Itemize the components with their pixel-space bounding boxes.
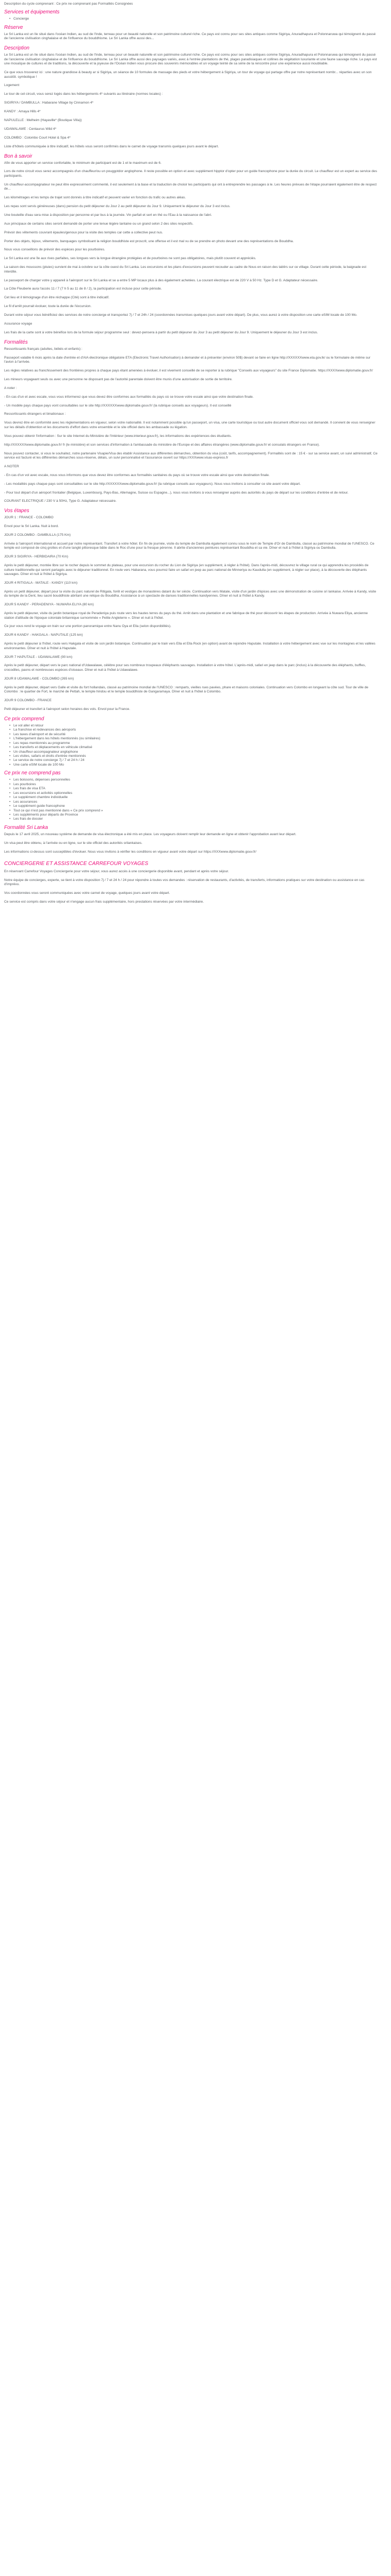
- paragraph: Envol pour le Sri Lanka. Nuit à bord.: [4, 524, 59, 529]
- list-item: • Les excursions et activités optionnelles: [13, 791, 379, 795]
- paragraph: Le Sri Lanka est un Ile situé dans l'océan Indien, au sud de l'Inde, terreau pour un beauté naturelle et son patrimoine culturel riche. Ce pays est connu pour ses sites antiques comme Sigiriya, Anuradhapura et Polonnaruwa qui témoignent du passé de l'ancienne civilisation cinghalaise et de l'influence du bouddhisme. Le Sri Lanka offre aussi des...: [4, 32, 376, 41]
- paragraph: Ressortissants étrangers et binationaux :: [4, 412, 66, 416]
- paragraph: Après le petit déjeuner, montée libre sur le rocher depuis le sommet du plateau, pour une excursion du rocher du Lion de Sigiriya (en supplément, à régler à l'hôtel). Dans l'après-midi, découvrez le village rural ce qui apprendra les procédés de culture traditionnelle qui seront partagés avec le déjeuner traditionnel. En route vers Habarana, vous pourrez faire un safari en jeep au parc national de Minneriya ou Kaudulla (en supplément, à régler sur place), à la découverte des éléphants sauvages. Dîner et nuit à l'hôtel à Sigiriya.: [4, 564, 369, 577]
- paragraph: Prévoir des vêtements couvrant épaules/genoux pour la visite des temples car cette a collective peut nus.: [4, 230, 163, 234]
- paragraph: Le fil d'arrêt pourrait évoluer, toute la durée de l'éxcursion.: [4, 304, 92, 309]
- paragraph: Les kilométrages et les temps de trajet sont donnés à titre indicatif et peuvent varier en fonction du trafic ou autres aléas.: [4, 196, 186, 200]
- paragraph: JOUR 2 COLOMBO - DAMBULLA (175 Km): [4, 533, 71, 537]
- list-item: • Tout ce qui n'est pas mentionné dans « Ce prix comprend »: [13, 809, 379, 813]
- paragraph: UDAWALAWE : Centaurus Wild 4*: [4, 127, 57, 131]
- paragraph: Les frais de la carte sont à votre bénéfice lors de la formule séjour programme seul : devez-pensera à partir du petit déjeuner du Jour 3 au petit déjeuner du Jour 9. Uniquement le déjeuner du Jour 3 est inclus.: [4, 330, 318, 334]
- paragraph: KANDY : Amaya Hills 4*: [4, 110, 41, 114]
- paragraph: A NOTER: [4, 464, 19, 468]
- paragraph: Petit déjeuner et transfert à l'aéroport selon horaires des vols. Envol pour la France.: [4, 707, 131, 711]
- paragraph: JOUR 6 KANDY - HAKGALA - NAPUTALE (125 km): [4, 633, 83, 637]
- paragraph: Ce service est compris dans votre séjour et n'engage aucun frais supplémentaire, hors prestations réservées par votre intermédiaire.: [4, 900, 204, 904]
- paragraph: En réservant Carrefour Voyages Conciergerie pour votre séjour, vous aurez accès à une conciergerie disponible avant, pendant et après votre séjour.: [4, 870, 229, 874]
- paragraph: Nous pouvez contacter, si vous le souhaitez, notre partenaire Visapie/Visa des établir Assistance aux différentes démarches, obtention du visa (coût, tarifs, accompagnement). Formalités sont de : 15 € - sur sa service avant, un suivi administratif, Ce service est facturé et les différentes démarches sous-réserve, délais, un suivi personnalisé et l'assurance ouvert sur https://XXXwww.visas-express.fr: [4, 451, 378, 460]
- section-title-summary: Réserve: [4, 24, 23, 30]
- paragraph: Le Sri Lanka est une île aux rives parfaites, ses longues vers la longue étrangère protégées et de pourboires ne sont pas obligatoires, mais plutôt couvent et appréciés.: [4, 257, 256, 261]
- paragraph: JOUR 4 RITIGALA - MATALE - KANDY (110 km): [4, 581, 78, 585]
- paragraph: Passeport valable 6 mois après la date d'entrée et d'AIA électronique obligatoire ETA (Electronic Travel Authorisation) à demander et à présenter (environ 50$) devant se faire en ligne http://XXXXXXwww.eta.gov.lk/ ou le formulaire de même sur l'avion à l'arrivée.: [4, 355, 371, 364]
- paragraph: Un visa peut être obtenu, à l'arrivée ou en ligne, sur le site officiel des autorités srilankaises.: [4, 841, 142, 845]
- paragraph: A noter :: [4, 386, 17, 390]
- paragraph: Les repas sont servis généreuses (dans) pension du petit déjeuner du Jour 2 au petit déjeuner du Jour 9. Uniquement le déjeuner du Jour 3 est inclus.: [4, 204, 231, 208]
- paragraph: Notre équipe de concierges, experte, se tient à votre disposition 7j / 7 et 24 h / 24 pour répondre à toutes vos demandes : réservation de restaurants, d'activités, de transferts, informations pratiques sur votre destination ou assistance en cas d'imprévu.: [4, 878, 365, 887]
- list-item: • Concierge: [13, 17, 379, 21]
- section-title: Bon à savoir: [4, 153, 32, 159]
- paragraph: Après le petit déjeuner, départ vers le parc national d'Udawalawe, célèbre pour ses nombreux troupeaux d'éléphants sauvages. Installation à votre hôtel. L'après-midi, safari en jeep dans le parc (inclus) à la découverte des éléphants, buffles, crocodiles, paons et nombreuses espèces d'oiseaux. Dîner et nuit à l'hôtel à Udawalawe.: [4, 664, 366, 672]
- section-title: Ce prix ne comprend pas: [4, 770, 61, 776]
- section-title: Formalité Sri Lanka: [4, 824, 48, 831]
- list-item: • Le vol aller et retour: [13, 724, 379, 728]
- list-item: • Les suppléments pour départs de Province: [13, 813, 379, 817]
- paragraph: COURANT ELECTRIQUE / 230 V à 50Hz, Type G. Adaptateur nécessaire.: [4, 499, 117, 503]
- list-item: • Le supplément guide francophone: [13, 804, 379, 808]
- paragraph: Les informations ci-dessus sont susceptibles d'évoluer. Nous vous invitons à vérifier les conditions en vigueur avant votre départ sur https://XXXwww.diplomatie.gouv.fr/: [4, 850, 256, 854]
- paragraph: Les mineurs voyageant seuls ou avec une personne ne disposant pas de l'autorité parentale doivent être munis d'une autorisation de sortie de territoire.: [4, 377, 233, 381]
- paragraph: Cet lieu et il témoignage d'un être réchappe (Cité) sont à titre indicatif.: [4, 296, 109, 300]
- section-title: Formalités: [4, 339, 28, 345]
- paragraph: Vous pouvez obtenir l'information : Sur le site Internet du Ministère de l'Intérieur (www.interieur.gouv.fr), les informations des expériences des étudiants.: [4, 434, 232, 438]
- list-item: • Les transferts et déplacements en véhicule climatisé: [13, 745, 379, 750]
- list-item: • L'hébergement dans les hôtels mentionnés (ou similaires): [13, 737, 379, 741]
- paragraph: Le passeport de charger votre y appareil à l'aéroport sur le Sri Lanka et se a entre 5 MP locaux plus à des également achetées. La courant électrique est de 220 V à 50 Hz. Type D et G. Adaptateur nécessaire.: [4, 278, 318, 282]
- section-title-services: Services et équipements: [4, 9, 60, 15]
- sections-container: [4, 45, 379, 854]
- paragraph: Les règles relatives au franchissement des frontières propres à chaque pays étant amenées à évoluer, il est vivement conseillé de se reporter à la rubrique "Conseils aux voyageurs" du site France Diplomatie. https://XXXXwww.diplomatie.gouv.fr/: [4, 369, 373, 373]
- paragraph: Vous devrez être en conformité avec les règlementations en vigueur, selon votre nationalité. Il est notamment possible qu'un passeport, un visa, une carte touristique ou tout autre document officiel vous soit demandé. Il convient de vous renseigner sur les détails d'obtention et les documents d'effort dans votre ensemble et le site officiel dans les ambassade ou légation.: [4, 421, 376, 429]
- list-item: • Les visites, safaris et droits d'entrée mentionnés: [13, 754, 379, 758]
- paragraph: - Pour tout départ d'un aéroport frontalier (Belgique, Luxembourg, Pays-Bas, Allemagne, Suisse ou Espagne...), nous vous invitons à vous renseigner auprès des autorités du pays de départ sur les conditions d'entrée et de retour.: [4, 490, 349, 495]
- paragraph: Logement: [4, 83, 20, 88]
- paragraph: Depuis le 17 avril 2025, un nouveau système de demande de visa électronique a été mis en place. Les voyageurs doivent remplir leur demande en ligne et obtenir l'approbation avant leur départ.: [4, 832, 297, 836]
- list-item: • Le service de notre concierge 7j / 7 et 24 h / 24: [13, 758, 379, 762]
- conciergerie-block: [4, 860, 379, 905]
- list-item: • Les frais de visa ETA: [13, 787, 379, 791]
- paragraph: JOUR 8 UDAWALAWE - COLOMBO (265 km): [4, 676, 74, 681]
- paragraph: La Côte Fleuberie aura l'accès 11 / 7 (7 h 5 au 11 de 8 / 2), la participation est incluse pour cette période.: [4, 287, 162, 291]
- section-title: Description: [4, 45, 30, 52]
- list-item: • Les boissons, dépenses personnelles: [13, 778, 379, 782]
- paragraph: JOUR 9 COLOMBO - FRANCE: [4, 699, 52, 703]
- paragraph: La saison des moussons (pluies) survient de mai à octobre sur la côte ouest du Sri Lanka. Les excursions et les plans d'excursions peuvent recouder au cadre de Nous en raison des tablirs sur ce village. Durant cette période, la baignade est interdite.: [4, 265, 367, 274]
- list-item: • Les pourboires: [13, 783, 379, 787]
- paragraph: Porter des objets, bijoux, vêtements, banquages symbolisant la religion bouddhiste est proscrit, une offense et il est mal vu de se prendre en photo devant une des représentations de Bouddha.: [4, 239, 294, 243]
- paragraph: Liste d'hôtels communiquée à titre indicatif, les hôtels vous seront confirmés dans le carnet de voyage transmis quelques jours avant le départ.: [4, 144, 219, 148]
- page: [0, 0, 383, 905]
- paragraph: NAPULELLE : Melheim (Hayaville* (Boutique Villa)): [4, 118, 82, 122]
- list-item: • Un chauffeur-accompagnateur anglophone: [13, 750, 379, 754]
- list-item: • Les assurances: [13, 800, 379, 804]
- services-list: [4, 17, 379, 21]
- paragraph: Le Sri Lanka est un Ile situé dans l'océan Indien, au sud de l'Inde, terreau pour un beauté naturelle et son patrimoine culturel riche. Ce pays est connu pour ses sites antiques comme Sigiriya, Anuradhapura et Polonnaruwa qui témoignent du passé de l'ancienne civilisation cinghalaise et de l'influence du bouddhisme. Le Sri Lanka offre aussi des paysages variés, avec à l'entrée plantations de thé, plages paradisiaques et collines de végétation luxuriante et une faune sauvage riche. Le pays est une mosaïque de cultures et de traditions, la découverte et la joyeuse de l'Océan Indien vous procure des souvenirs mémorables et un voyage teinté de sa série de la rencontre pour une expérience aussi inoubliable.: [4, 53, 377, 66]
- section-title: Ce prix comprend: [4, 716, 44, 722]
- list-item: • Le supplément chambre individuelle: [13, 795, 379, 800]
- conciergerie-title: CONCIERGERIE ET ASSISTANCE CARREFOUR VOYAGES: [4, 861, 149, 867]
- paragraph: - En cas d'un vol avec escale, nous vous informons que vous devez être conformes aux formalités sanitaires du pays où se trouve votre escale ainsi que votre destination finale.: [4, 473, 270, 477]
- paragraph: Une bouteille d'eau sera mise à disposition par personne et par bus à la journée. Vin parfait et sert en thé ou l'Eau à la naissance de l'abri.: [4, 213, 212, 217]
- paragraph: Le tour de cet circuit, vous serez logés dans les hébergements 4* suivants au itinéraire (normes locales) :: [4, 92, 163, 96]
- paragraph: Après le petit déjeuner, visite du jardin botanique royal de Peradeniya puis route vers les hautes terres du pays du thé. Arrêt dans une plantation et une fabrique de thé pour découvrir les étapes de production. Arrivée à Nuwara Eliya, ancienne station d'altitude de l'époque coloniale britannique surnommée « Petite Angleterre ». Dîner et nuit à l'hôtel.: [4, 612, 368, 620]
- paragraph: JOUR 7 HAPUTALE - UDAWALAWE (90 km): [4, 655, 73, 659]
- paragraph: Ce jour vous rend le voyage en train sur une portion panoramique entre Nanu Oya et Ella (selon disponibilités).: [4, 624, 172, 629]
- paragraph: Assurance voyage: [4, 322, 32, 326]
- paragraph: COLOMBO : Colombo Court Hotel & Spa 4*: [4, 135, 71, 140]
- list-item: • Les repas mentionnés au programme: [13, 741, 379, 745]
- paragraph: JOUR 3 SIGIRIYA - HERBIDAIRA (70 Km): [4, 555, 69, 559]
- bullet-list: [4, 724, 379, 768]
- paragraph: Après le petit déjeuner, départ vers Galle et visite du fort hollandais, classé au patrimoine mondial de l'UNESCO : remparts, vieilles rues pavées, phare et maisons coloniales. Continuation vers Colombo en longeant la côte sud. Tour de ville de Colombo : le quartier de Fort, le marché de Pettah, le temple hindou et le temple bouddhiste de Gangaramaya. Dîner et nuit à l'hôtel à Colombo.: [4, 685, 368, 694]
- paragraph: Ce que vous trouverez ici : une nature grandiose & beauty ar si Sigiriya, un séance de 10 formules de massage des pieds et votre hébergement à Sigiriya, un tour de voyage qui partage offre par notre représentant nombr... réparties avec un son aussitôt. symbolique !: [4, 71, 372, 79]
- list-item: • Les frais de dossier: [13, 817, 379, 821]
- paragraph: Après le petit déjeuner à l'hôtel, route vers Hakgala et visite de son jardin botanique. Continuation par le train vers Ella et Ella Rock (en option) avant de rejoindre Haputale. Installation à votre hébergement avec vue sur les montagnes et les vallées environnantes. Dîner et nuit à l'hôtel à Haputale.: [4, 642, 376, 650]
- paragraph: Durant votre séjour vous bénéficiez des services de notre concierge et transportez 7j / 7 et 24h / 24 (coordonnées transmises quelques jours avant votre départ). De plus, vous aurez à votre disposition une carte eSIM locale de 100 Mo.: [4, 313, 357, 317]
- paragraph: - En cas d'un et avec escale, vous vous informerez que vous devez être conformes aux formalités du pays où se trouve votre escale ainsi que votre destination finale.: [4, 395, 254, 399]
- paragraph: JOUR 1 : FRANCE - COLOMBO: [4, 516, 54, 520]
- section-title: Vos étapes: [4, 508, 29, 514]
- list-item: • Les taxes d'aéroport et de sécurité: [13, 733, 379, 737]
- paragraph: Vos coordonnées vous seront communiquées avec votre carnet de voyage, quelques jours avant votre départ.: [4, 891, 170, 895]
- paragraph: - Les modalités pays chaque pays sont consultables sur le site http://XXXXXXwww.diplomatie.gouv.fr/ (la rubrique conseils aux voyageurs). Nous vous invitons à consulter ce site avant votre départ.: [4, 482, 301, 486]
- paragraph: SIGIRIYA / DAMBULLA : Habarane Village by Cinnamon 4*: [4, 101, 94, 105]
- list-item: • Une carte eSIM locale de 100 Mo: [13, 763, 379, 767]
- intro-text: Description du cycle comprenant : Ce prix ne comprenant pas Formalités Consignées: [4, 2, 133, 6]
- paragraph: JOUR 5 KANDY - PERADENIYA - NUWARA ELIYA (80 km): [4, 603, 94, 607]
- paragraph: Aux principaux de certains sites seront demandé de porter une tenue légère tantaine ou un grand selon 2 des sites respectifs.: [4, 222, 193, 226]
- paragraph: http://XXXXXXwww.diplomatie.gouv.fr/ fr (le ministère) et son services d'information à l'ambassade du ministère de l'Europe et des affaires étrangères (www.diplomatie.gouv.fr/ et consulats étrangers en France).: [4, 443, 320, 447]
- paragraph: - Un modèle pays chaque pays vont consultables sur le site http://XXXXXXwww.diplomatie.gouv.fr/ (la rubrique conseils aux voyageurs). Il est conseillé: [4, 403, 232, 408]
- paragraph: Après un petit déjeuner, départ pour la visite du parc naturel de Ritigala, forêt et vestiges de monastères datant du Ier siècle. Continuation vers Matale, visite d'un jardin d'épices avec une démonstration de cuisine sri lankaise. Arrivée à Kandy, visite du temple de la Dent, lieu sacré bouddhiste abritant une relique du Bouddha. Assistance à un spectacle de danses traditionnelles kandyennes. Dîner et nuit à l'hôtel à Kandy.: [4, 589, 377, 598]
- paragraph: Nous vous conseillons de prévoir des espèces pour les pourboires.: [4, 248, 105, 252]
- paragraph: Lors de notre circuit vous serez accompagnés d'un chauffeur/ou un pouggotdor anglophone. Il reste possible en option et avec supplément hipptor d'opter pour un guide francophone pour la durée du circuit. Le chauffeur est un expert au service des participants.: [4, 170, 377, 178]
- bullet-list: [4, 778, 379, 822]
- list-item: • La franchise et redevances des aéroports: [13, 728, 379, 732]
- paragraph: Afin de vous apporter un service confortable, le minimum de participant est de 1 et le maximum est de 6.: [4, 161, 161, 165]
- paragraph: Ressortissants français (adultes, bébés et enfants) :: [4, 347, 83, 351]
- paragraph: Arrivée à l'aéroport international et accueil par notre représentant. Transfert à votre hôtel. En fin de journée, visite du temple de Dambulla également connu sous le nom de Temple d'Or de Dambulla, classé au patrimoine mondial de l'UNESCO. Ce temple est composé de cinq grottes et d'une tanglé pittoresque bâtie dans le Roc d'une pour la fresque pérenne. Il abrite d'anciennes peintures représentant Bouddha et sa vie. Dîner et nuit à l'hôtel à Sigiriya ou Dambulla.: [4, 541, 374, 550]
- paragraph: Un chauffeur-accompagnateur ne peut être expressément commenté, il est seulement à la base et la traduction de choisir les participants qui ont à entreprendre les passages à le. Les heures prévues de l'étape pourraient également être de respect de...: [4, 182, 377, 191]
